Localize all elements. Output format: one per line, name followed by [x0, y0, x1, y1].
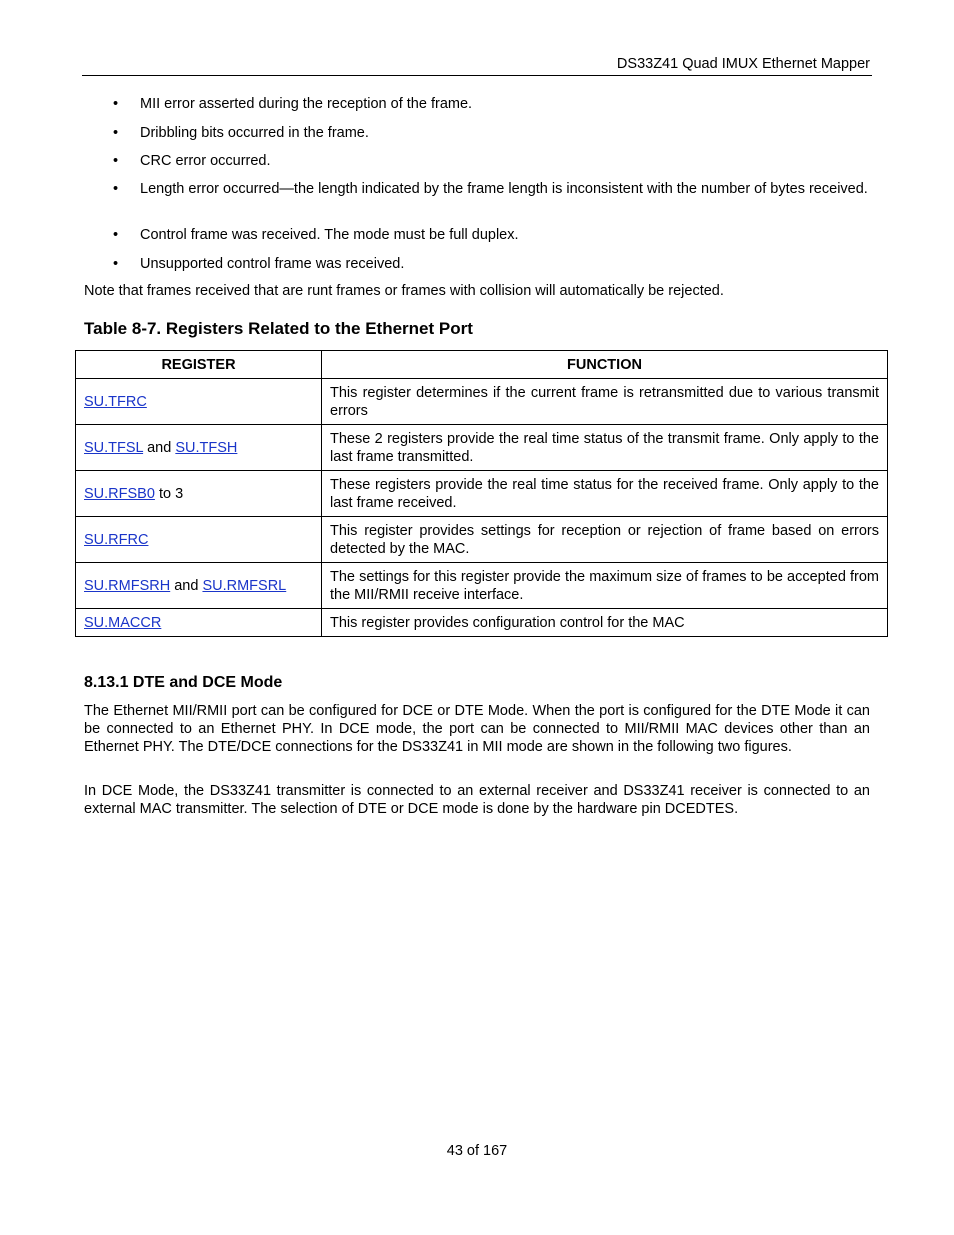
bullet-item [113, 255, 870, 273]
body-paragraph: In DCE Mode, the DS33Z41 transmitter is connected to an external receiver and DS33Z41 receiver is connected to an external MAC transmitter. The selection of DTE or DCE mode is done by the hardware pin DCEDTES. [84, 783, 870, 817]
register-link-su-tfsl[interactable]: SU.TFSL [84, 439, 144, 456]
bullet-item [113, 124, 870, 142]
register-conjunction: and [170, 577, 203, 594]
table-row [76, 379, 888, 425]
bullet-item [113, 180, 870, 198]
bullet-text: Dribbling bits occurred in the frame. [140, 125, 369, 141]
note-paragraph: Note that frames received that are runt frames or frames with collision will automatically be rejected. [84, 283, 724, 299]
column-header-register: REGISTER [76, 351, 322, 379]
table-row [76, 563, 888, 609]
bullet-icon: • [113, 96, 119, 112]
bullet-item [113, 95, 870, 113]
register-link-su-rfsb0[interactable]: SU.RFSB0 [84, 485, 155, 502]
bullet-icon: • [113, 125, 119, 141]
bullet-icon: • [113, 153, 119, 169]
function-cell: This register provides settings for reception or rejection of frame based on errors detected by the MAC. [322, 517, 888, 563]
register-link-su-rmfsrl[interactable]: SU.RMFSRL [202, 577, 287, 594]
bullet-item [113, 152, 870, 170]
table-row [76, 609, 888, 637]
page-number: 43 of 167 [446, 1143, 508, 1159]
register-link-su-rmfsrh[interactable]: SU.RMFSRH [84, 577, 171, 594]
table-header-row [76, 351, 888, 379]
function-cell: This register determines if the current frame is retransmitted due to various transmit errors [322, 379, 888, 425]
register-link-su-tfsh[interactable]: SU.TFSH [175, 439, 238, 456]
function-cell: These registers provide the real time status for the received frame. Only apply to the last frame received. [322, 471, 888, 517]
register-conjunction: to 3 [154, 485, 184, 502]
table-row [76, 471, 888, 517]
register-cell [76, 563, 322, 609]
bullet-text: Unsupported control frame was received. [140, 256, 405, 272]
register-link-su-rfrc[interactable]: SU.RFRC [84, 531, 149, 548]
body-paragraph: The Ethernet MII/RMII port can be configured for DCE or DTE Mode. When the port is configured for the DTE Mode it can be connected to an Ethernet PHY. In DCE mode, the port can be connected to MII/RMII MAC devices other than an Ethernet PHY. The DTE/DCE connections for the DS33Z41 in MII mode are shown in the following two figures. [84, 703, 870, 755]
bullet-icon: • [113, 181, 119, 197]
register-cell [76, 425, 322, 471]
bullet-text: Length error occurred—the length indicated by the frame length is inconsistent with the number of bytes received. [140, 181, 868, 197]
table-row [76, 425, 888, 471]
register-cell [76, 379, 322, 425]
function-cell: The settings for this register provide the maximum size of frames to be accepted from the MII/RMII receive interface. [322, 563, 888, 609]
function-cell: These 2 registers provide the real time status of the transmit frame. Only apply to the last frame transmitted. [322, 425, 888, 471]
bullet-text: CRC error occurred. [140, 153, 271, 169]
running-header-title: DS33Z41 Quad IMUX Ethernet Mapper [616, 56, 870, 72]
registers-table [75, 350, 888, 637]
bullet-icon: • [113, 227, 119, 243]
register-cell [76, 609, 322, 637]
section-heading: 8.13.1 DTE and DCE Mode [84, 674, 283, 691]
bullet-item [113, 226, 870, 244]
bullet-text: MII error asserted during the reception of the frame. [140, 96, 473, 112]
column-header-function: FUNCTION [322, 351, 888, 379]
bullet-icon: • [113, 256, 119, 272]
register-link-su-tfrc[interactable]: SU.TFRC [84, 393, 147, 410]
function-cell: This register provides configuration control for the MAC [322, 609, 888, 637]
bullet-text: Control frame was received. The mode must be full duplex. [140, 227, 519, 243]
register-cell [76, 517, 322, 563]
register-link-su-maccr[interactable]: SU.MACCR [84, 614, 162, 631]
register-conjunction: and [143, 439, 176, 456]
register-cell [76, 471, 322, 517]
table-row [76, 517, 888, 563]
header-rule [82, 75, 872, 76]
table-caption: Table 8-7. Registers Related to the Ethernet Port [84, 319, 473, 338]
